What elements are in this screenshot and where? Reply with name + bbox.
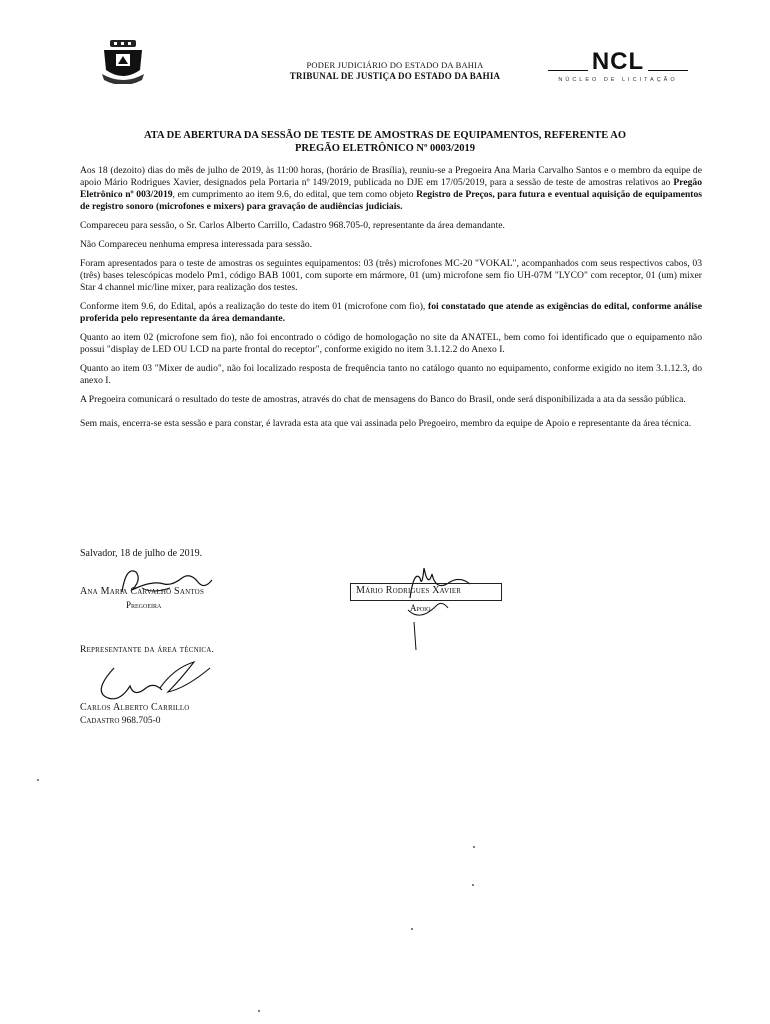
document-body xyxy=(80,165,702,437)
scan-speck xyxy=(37,779,39,781)
paragraph-communication: A Pregoeira comunicará o resultado do teste de amostras, através do chat de mensagens do Banco do Brasil, onde será disponibilizada a ata da sessão pública. xyxy=(80,394,686,405)
paragraph-equipment: Foram apresentados para o teste de amostras os seguintes equipamentos: 03 (três) microfones MC-20 "VOKAL", acompanhados com seus respectivos cabos, 03 (três) bases telescópicas modelo Pm1, código BAB 1001, com suporte em mármore, 01 (um) microfone sem fio UH-07M "LYCO" com receptor, 01 (um) mixer Star 4 channel mic/line mixer, para realização dos testes. xyxy=(80,258,702,293)
paragraph-no-company: Não Compareceu nenhuma empresa interessada para sessão. xyxy=(80,239,313,250)
apoio-name: Mário Rodrigues Xavier xyxy=(356,585,462,596)
logo-name: NCL xyxy=(591,48,645,75)
pregoeira-name: Ana Maria Carvalho Santos xyxy=(80,586,205,597)
ncl-logo xyxy=(548,50,688,83)
coat-of-arms-icon xyxy=(102,40,144,84)
representative-cadastro: Cadastro 968.705-0 xyxy=(80,716,161,726)
paragraph-item-02: Quanto ao item 02 (microfone sem fio), não foi encontrado o código de homologação no site da ANATEL, bem como foi identificado que o equipamento não possui "display de LED OU LCD na parte frontal do receptor", conforme exigido no item 3.1.12.2 do Anexo I. xyxy=(80,332,702,355)
apoio-role: Apoio xyxy=(410,603,431,613)
representative-heading: Representante da área técnica. xyxy=(80,645,215,655)
paragraph-opening xyxy=(80,165,702,213)
document-title xyxy=(80,129,690,155)
p1-pregao-ref: Pregão Eletrônico nº 003/2019 xyxy=(80,177,702,200)
scan-speck xyxy=(411,928,413,930)
signature-representative xyxy=(84,658,224,708)
paragraph-attendance: Compareceu para sessão, o Sr. Carlos Alberto Carrillo, Cadastro 968.705-0, representante da área demandante. xyxy=(80,220,505,231)
scan-speck xyxy=(258,1010,260,1012)
signature-apoio xyxy=(380,562,500,652)
p5-result: foi constatado que atende as exigências do edital, conforme análise proferida pelo representante da área demandante. xyxy=(80,301,703,324)
logo-subtitle: NÚCLEO DE LICITAÇÃO xyxy=(558,77,678,83)
paragraph-closing: Sem mais, encerra-se esta sessão e para constar, é lavrada esta ata que vai assinada pelo Pregoeiro, membro da equipe de Apoio e representante da área técnica. xyxy=(80,418,692,429)
scan-speck xyxy=(472,884,474,886)
pregoeira-role: Pregoeira xyxy=(126,600,162,610)
scan-speck xyxy=(473,846,475,848)
logo-rule-left xyxy=(548,70,588,71)
p1-text-c: , em cumprimento ao item 9.6, do edital, que tem como objeto xyxy=(172,189,417,200)
paragraph-item-01 xyxy=(80,301,702,325)
p5-text-a: Conforme item 9.6, do Edital, após a realização do teste do item 01 (microfone com fio), xyxy=(80,301,428,312)
paragraph-item-03: Quanto ao item 03 "Mixer de audio", não foi localizado resposta de frequência tanto no catálogo quanto no equipamento, conforme exigido no item 3.1.12.3, do anexo I. xyxy=(80,363,702,386)
court-line-2: TRIBUNAL DE JUSTIÇA DO ESTADO DA BAHIA xyxy=(289,71,501,81)
court-header xyxy=(240,60,550,82)
place-date: Salvador, 18 de julho de 2019. xyxy=(80,548,203,559)
title-line-2: PREGÃO ELETRÔNICO Nº 0003/2019 xyxy=(295,143,475,154)
p1-object: Registro de Preços, para futura e eventual aquisição de equipamentos de registro sonoro (microfones e mixers) para gravação de audiências judiciais. xyxy=(80,189,703,212)
representative-name: Carlos Alberto Carrillo xyxy=(80,702,190,713)
p1-text-a: Aos 18 (dezoito) dias do mês de julho de 2019, às 11:00 horas, (horário de Brasília), reuniu-se a Pregoeira Ana Maria Carvalho Santos e o membro da equipe de apoio Mário Rodrigues Xavier, designados pela Portaria nº 149/2019, publicada no DJE em 17/05/2019, para a sessão de teste de amostras relativos ao xyxy=(80,165,702,188)
court-line-1: PODER JUDICIÁRIO DO ESTADO DA BAHIA xyxy=(306,60,484,70)
title-line-1: ATA DE ABERTURA DA SESSÃO DE TESTE DE AMOSTRAS DE EQUIPAMENTOS, REFERENTE AO xyxy=(143,130,627,141)
logo-rule-right xyxy=(648,70,688,71)
